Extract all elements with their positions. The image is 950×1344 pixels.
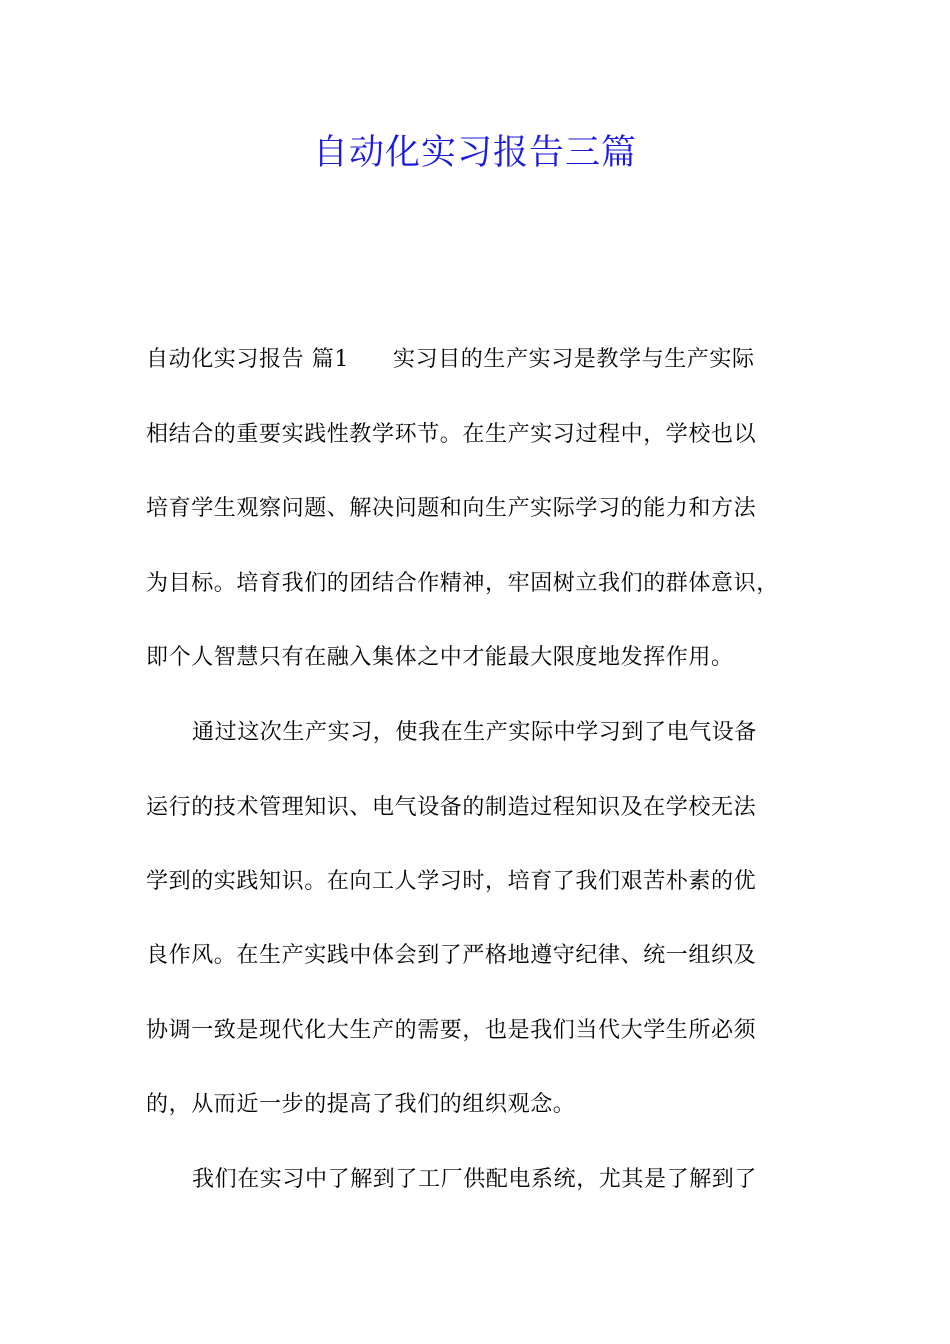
body-line: 的，从而近一步的提高了我们的组织观念。 [146, 1092, 576, 1117]
body-line: 学到的实践知识。在向工人学习时，培育了我们艰苦朴素的优 [146, 869, 757, 894]
section-label: 自动化实习报告 篇1 [146, 347, 349, 372]
body-line-text: 实习目的生产实习是教学与生产实际 [393, 347, 755, 372]
body-line: 为目标。培育我们的团结合作精神，牢固树立我们的群体意识， [146, 571, 779, 596]
body-line: 即个人智慧只有在融入集体之中才能最大限度地发挥作用。 [146, 645, 734, 670]
body-line: 良作风。在生产实践中体会到了严格地遵守纪律、统一组织及 [146, 943, 757, 968]
document-title: 自动化实习报告三篇 [312, 133, 637, 173]
paragraph-first-line: 我们在实习中了解到了工厂供配电系统，尤其是了解到了 [192, 1167, 758, 1192]
body-line: 培育学生观察问题、解决问题和向生产实际学习的能力和方法 [146, 496, 757, 521]
paragraph-first-line: 通过这次生产实习，使我在生产实际中学习到了电气设备 [192, 720, 758, 745]
body-line: 相结合的重要实践性教学环节。在生产实习过程中，学校也以 [146, 422, 757, 447]
body-line: 协调一致是现代化大生产的需要，也是我们当代大学生所必须 [146, 1018, 757, 1043]
body-line: 运行的技术管理知识、电气设备的制造过程知识及在学校无法 [146, 795, 757, 820]
body-line [146, 340, 836, 380]
